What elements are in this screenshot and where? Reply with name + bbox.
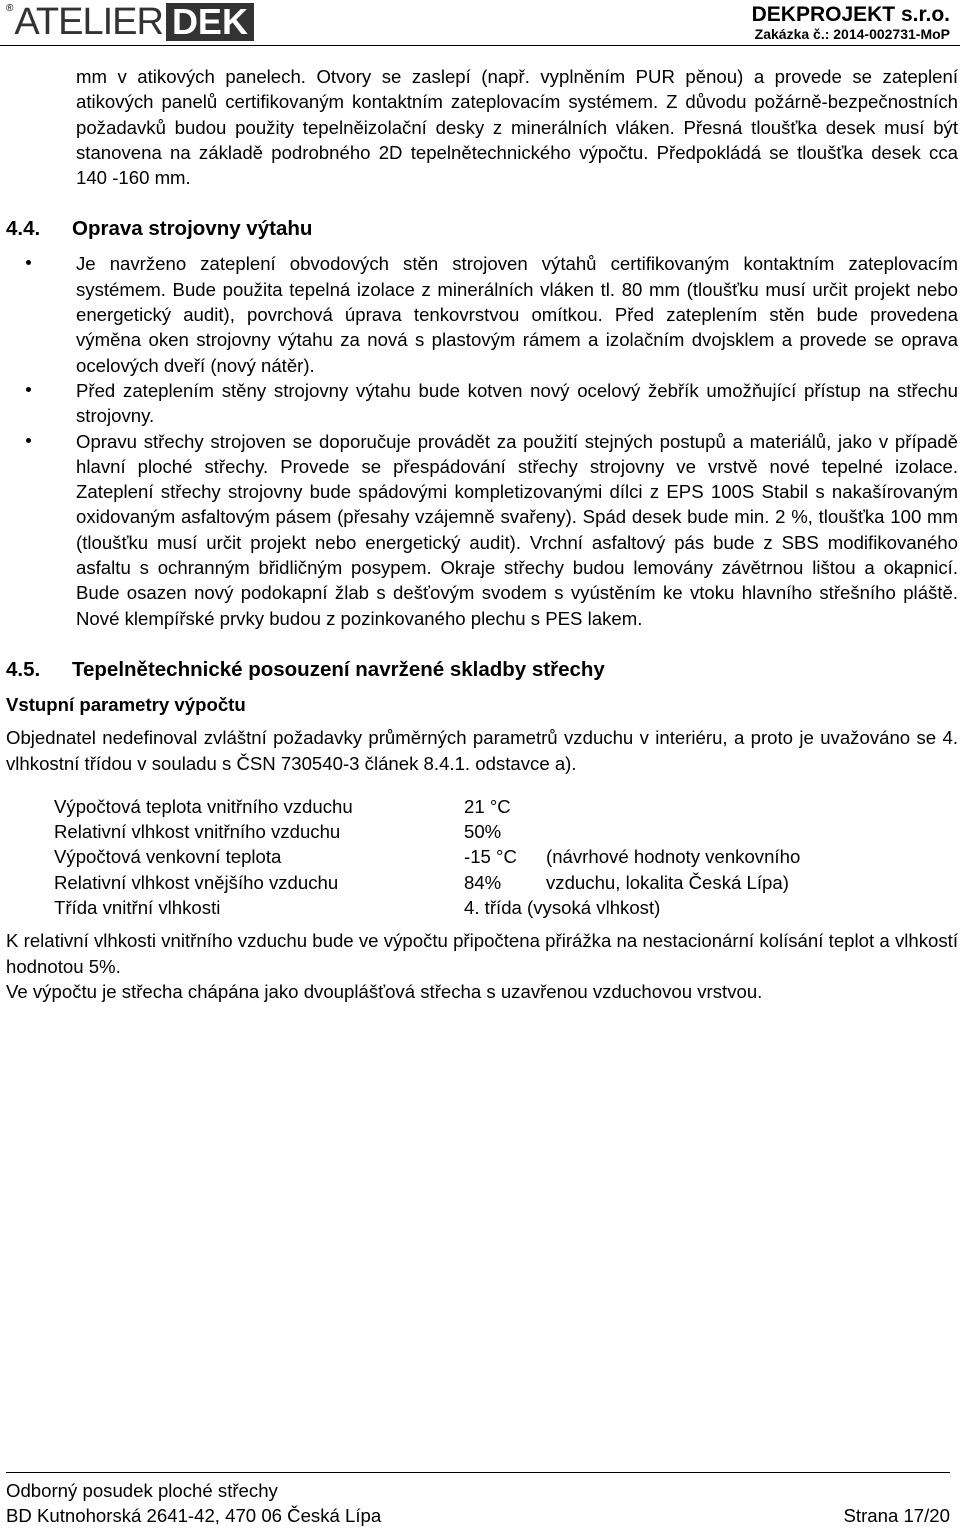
section-number: 4.4. [6,217,41,241]
paragraph-roof-type: Ve výpočtu je střecha chápána jako dvouplášťová střecha s uzavřenou vzduchovou vrstvou. [6,980,763,1002]
parameters-table [54,794,800,920]
table-row [54,870,800,895]
section-heading-4-4 [6,215,958,243]
section-heading-4-5 [6,656,958,684]
bullet-icon [26,260,31,265]
paragraph-surcharge: K relativní vlhkosti vnitřního vzduchu bude ve výpočtu připočtena přirážka na nestacionární kolísání teplot a vlhkostí hodnotou 5%. [6,930,958,977]
list-item [6,251,958,377]
list-item [6,378,958,429]
company-block [752,4,950,42]
order-number: Zakázka č.: 2014-002731-MoP [754,26,950,42]
param-note [546,794,800,819]
footer-divider [6,1472,950,1473]
bullet-list [6,251,958,630]
param-value: 4. třída (vysoká vlhkost) [464,897,661,919]
company-name: DEKPROJEKT s.r.o. [751,3,950,26]
header-divider [0,45,960,46]
section-number: 4.5. [6,657,41,681]
footer-row [6,1503,950,1528]
subheading: Vstupní parametry výpočtu [6,693,246,715]
list-item-text: Před zateplením stěny strojovny výtahu bude kotven nový ocelový žebřík umožňující přístup na střechu strojovny. [76,379,958,427]
footer-title: Odborný posudek ploché střechy [6,1480,278,1501]
table-row [54,844,800,869]
table-row [54,895,800,920]
atelier-dek-logo [6,3,254,41]
param-value: 50% [464,821,502,843]
param-note: (návrhové hodnoty venkovního [546,846,801,868]
param-note [546,819,800,844]
param-value: -15 °C [464,846,517,868]
page-number: Strana 17/20 [843,1505,950,1526]
param-note: vzduchu, lokalita Česká Lípa) [546,871,789,893]
param-label: Výpočtová teplota vnitřního vzduchu [54,795,353,817]
param-label: Relativní vlhkost vnějšího vzduchu [54,871,339,893]
param-label: Relativní vlhkost vnitřního vzduchu [54,821,341,843]
document-body [6,64,958,1004]
paragraph-continuation: mm v atikových panelech. Otvory se zaslepí (např. vyplněním PUR pěnou) a provede se zateplení atikových panelů certifikovaným kontaktním zateplovacím systémem. Z důvodu požárně-bezpečnostních požadavků budou použity tepelněizolační desky z minerálních vláken. Přesná tloušťka desek musí být stanovena na základě podrobného 2D tepelnětechnického výpočtu. Předpokládá se tloušťka desek cca 140 -160 mm. [76,66,958,189]
list-item-text: Opravu střechy strojoven se doporučuje provádět za použití stejných postupů a materiálů, jako v případě hlavní ploché střechy. Provede se přespádování střechy strojovny ve vrstvě nové tepelné izolace. Zateplení střechy strojovny bude spádovými kompletizovanými dílci z EPS 100S Stabil s nakašírovaným oxidovaným asfaltovým pásem (přesahy vzájemně svařeny). Spád desek bude min. 2 %, tloušťka 100 mm (tloušťku musí určit projekt nebo energetický audit). Vrchní asfaltový pás bude z SBS modifikovaného asfaltu s ochranným břidličným posypem. Okraje střechy budou lemovány závětrnou lištou a okapnicí. Bude osazen nový podokapní žlab s dešťovým svodem s vyústěním ke vtoku hlavního střešního pláště. Nové klempířské prvky budou z pozinkovaného plechu s PES lakem. [76,430,958,629]
page-header [0,0,960,44]
table-row [54,819,800,844]
section-title: Oprava strojovny výtahu [72,217,313,241]
bullet-icon [26,387,31,392]
intro-paragraph: Objednatel nedefinoval zvláštní požadavky průměrných parametrů vzduchu v interiéru, a proto je uvažováno se 4. vlhkostní třídou v souladu s ČSN 730540-3 článek 8.4.1. odstavce a). [6,727,958,774]
param-value: 21 °C [464,795,511,817]
logo-atelier-text: ATELIER [14,1,163,43]
table-row [54,794,800,819]
registered-mark: ® [6,3,14,14]
param-value: 84% [464,871,502,893]
list-item-text: Je navrženo zateplení obvodových stěn strojoven výtahů certifikovaným kontaktním zateplovacím systémem. Bude použita tepelná izolace z minerálních vláken tl. 80 mm (tloušťku musí určit projekt nebo energetický audit), povrchová úprava tenkovrstvou omítkou. Před zateplením stěn bude provedena výměna oken strojovny výtahu za nová s plastovým rámem a izolačním dvojsklem a provede se oprava ocelových dveří (nový nátěr). [76,253,958,376]
param-label: Třída vnitřní vlhkosti [54,897,221,919]
bullet-icon [26,438,31,443]
footer-address: BD Kutnohorská 2641-42, 470 06 Česká Lípa [6,1505,382,1526]
list-item [6,429,958,631]
param-label: Výpočtová venkovní teplota [54,846,282,868]
page-footer [6,1478,950,1528]
section-title: Tepelnětechnické posouzení navržené skladby střechy [72,657,605,681]
logo-dek-text: DEK [166,3,254,41]
